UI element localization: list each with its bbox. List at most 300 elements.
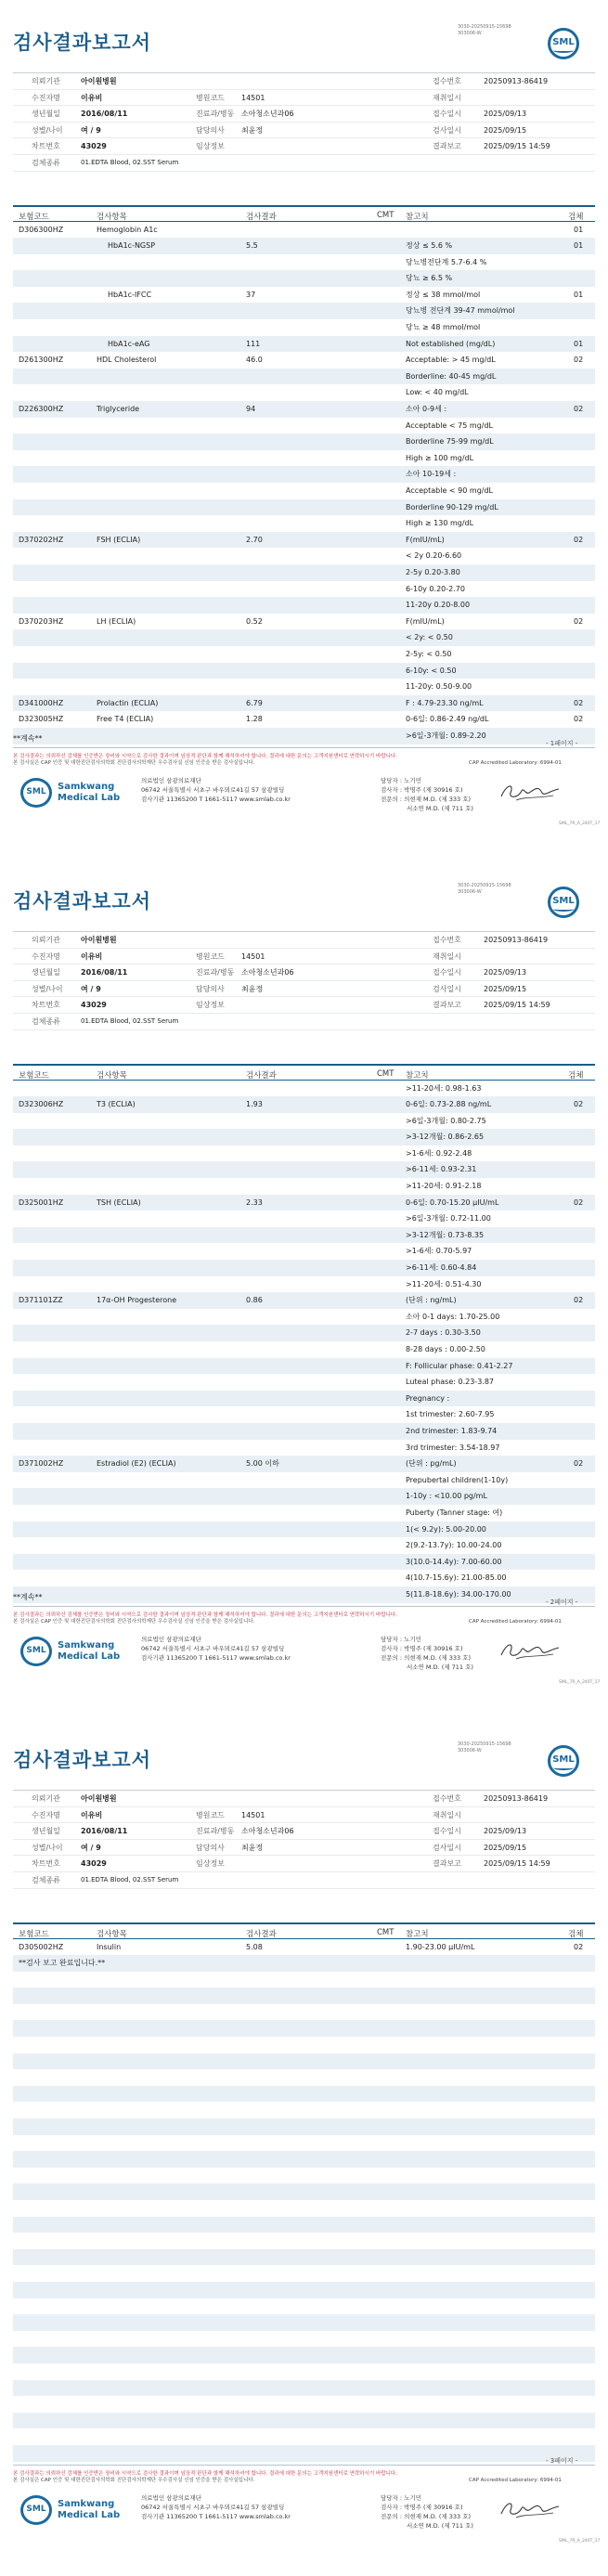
cell-ref: 3(10.0-14.4y): 7.00-60.00 bbox=[406, 1557, 502, 1566]
cell-ref: >6일-3개월: 0.80-2.75 bbox=[406, 1116, 486, 1125]
table-row bbox=[13, 515, 595, 532]
table-row bbox=[13, 466, 595, 483]
value-receipt-no: 20250913-86419 bbox=[484, 1794, 549, 1803]
footer-ref-code: SML_7R_A_240T_17 bbox=[559, 1680, 601, 1685]
patient-info bbox=[13, 72, 595, 172]
sml-logo-icon bbox=[548, 1745, 579, 1777]
cell-result: 37 bbox=[246, 290, 256, 299]
header-item: 검사항목 bbox=[97, 213, 127, 222]
value-dept: 소아청소년과06 bbox=[241, 1827, 294, 1836]
table-row bbox=[13, 1113, 595, 1130]
cell-ref: 1-10y : <10.00 pg/mL bbox=[406, 1492, 487, 1501]
form-code-line-1: 3030-20250915-15698 bbox=[458, 1741, 511, 1747]
disclaimer-dark: 본 검사실은 CAP 인증 및 대한진단검사의학회 진단검사의학재단 우수검사실 신임 인증을 받은 검사실입니다. bbox=[13, 2478, 255, 2483]
table-row bbox=[13, 2380, 595, 2397]
sml-logo-text: SML bbox=[552, 1754, 575, 1765]
table-row bbox=[13, 1358, 595, 1375]
table-row bbox=[13, 2265, 595, 2282]
label-receipt-no: 접수번호 bbox=[433, 936, 461, 944]
table-row bbox=[13, 2168, 595, 2184]
table-row bbox=[13, 1227, 595, 1244]
report-title: 검사결과보고서 bbox=[13, 1749, 152, 1771]
cell-ref: 0-6일: 0.73-2.88 ng/mL bbox=[406, 1100, 492, 1109]
value-patient: 이유비 bbox=[81, 951, 103, 961]
table-row bbox=[13, 1488, 595, 1505]
table-row bbox=[13, 1341, 595, 1358]
info-row bbox=[13, 964, 595, 981]
cell-ref: 소아 0-1 days: 1.70-25.00 bbox=[406, 1312, 500, 1321]
cell-code: D371002HZ bbox=[19, 1459, 64, 1469]
table-header bbox=[13, 1064, 595, 1081]
label-result-date: 결과보고 bbox=[433, 142, 461, 151]
table-row bbox=[13, 2428, 595, 2445]
value-patient: 이유비 bbox=[81, 1810, 103, 1819]
cell-ref: 정상 ≤ 5.6 % bbox=[406, 241, 453, 251]
table-row bbox=[13, 499, 595, 516]
footer-signers: 담당자 : 노기민 검사자 : 박명주 (제 30916 호) 전문의 : 의현재 M.D. (제 333 호) 서소연 M.D. (제 711 호) bbox=[381, 2494, 473, 2530]
table-row bbox=[13, 1537, 595, 1554]
page-number: - 1페이지 - bbox=[546, 740, 578, 747]
table-row bbox=[13, 2363, 595, 2380]
table-row bbox=[13, 1210, 595, 1227]
cell-ref: Acceptable < 90 mg/dL bbox=[406, 486, 494, 495]
cell-ref: 11-20y 0.20-8.00 bbox=[406, 601, 471, 610]
signature-icon bbox=[498, 780, 563, 804]
header-result: 검사결과 bbox=[246, 1071, 277, 1081]
table-row bbox=[13, 2217, 595, 2233]
disclaimer bbox=[13, 754, 449, 767]
form-code-line-1: 3030-20250915-15698 bbox=[458, 883, 511, 888]
cell-code: D325001HZ bbox=[19, 1197, 64, 1207]
value-chart: 43029 bbox=[81, 142, 107, 151]
info-row bbox=[13, 1807, 595, 1824]
value-chart: 43029 bbox=[81, 1001, 107, 1010]
table-row bbox=[13, 1178, 595, 1195]
cell-spec: 02 bbox=[574, 1942, 584, 1951]
cell-ref: 당뇨 ≥ 48 mmol/mol bbox=[406, 323, 481, 332]
label-patient: 수진자명 bbox=[32, 1810, 60, 1819]
cell-spec: 02 bbox=[574, 698, 584, 707]
table-row bbox=[13, 384, 595, 401]
table-row bbox=[13, 1586, 595, 1603]
value-result-date: 2025/09/15 14:59 bbox=[484, 1859, 550, 1869]
table-row bbox=[13, 646, 595, 663]
table-body bbox=[13, 222, 595, 744]
cell-ref: 정상 ≤ 38 mmol/mol bbox=[406, 290, 481, 299]
page-number: - 3페이지 - bbox=[546, 2457, 578, 2465]
cell-ref: 8-28 days : 0.00-2.50 bbox=[406, 1345, 485, 1353]
table-row bbox=[13, 319, 595, 336]
cell-ref: 11-20y: 0.50-9.00 bbox=[406, 682, 472, 692]
header-cmt: CMT bbox=[377, 211, 395, 220]
table-row bbox=[13, 1554, 595, 1571]
value-sexage: 여 / 9 bbox=[81, 125, 101, 135]
table-row bbox=[13, 2445, 595, 2462]
table-row bbox=[13, 352, 595, 369]
cell-ref: Borderline 90-129 mg/dL bbox=[406, 502, 498, 511]
value-specimen: 01.EDTA Blood, 02.SST Serum bbox=[81, 1875, 179, 1883]
info-row bbox=[13, 981, 595, 998]
header-item: 검사항목 bbox=[97, 1930, 127, 1939]
cell-result: 5.5 bbox=[246, 241, 258, 251]
cell-ref: 당뇨병 전단계 39-47 mmol/mol bbox=[406, 306, 515, 316]
label-specimen: 검체종류 bbox=[32, 1016, 60, 1026]
value-specimen: 01.EDTA Blood, 02.SST Serum bbox=[81, 1016, 179, 1025]
signature-icon bbox=[498, 1638, 563, 1663]
disclaimer bbox=[13, 2471, 449, 2484]
cell-code: D370202HZ bbox=[19, 535, 64, 544]
cell-ref: Puberty (Tanner stage: 여) bbox=[406, 1508, 503, 1517]
cell-result: 0.86 bbox=[246, 1296, 263, 1305]
table-row bbox=[13, 1325, 595, 1341]
table-row bbox=[13, 1374, 595, 1391]
cell-spec: 01 bbox=[574, 290, 584, 299]
value-sexage: 여 / 9 bbox=[81, 1843, 101, 1852]
cell-spec: 01 bbox=[574, 339, 584, 348]
cell-ref: Acceptable: > 45 mg/dL bbox=[406, 356, 496, 365]
cell-ref: >1-6세: 0.70-5.97 bbox=[406, 1247, 472, 1256]
value-hospital: 아이원병원 bbox=[81, 936, 117, 944]
table-row bbox=[13, 1505, 595, 1521]
label-recollect: 재취일시 bbox=[433, 1810, 461, 1819]
info-row bbox=[13, 949, 595, 965]
header-spec: 검체 bbox=[568, 1071, 584, 1081]
label-test-date: 검사일시 bbox=[433, 125, 461, 135]
cell-ref: High ≥ 100 mg/dL bbox=[406, 453, 474, 462]
label-sexage: 성별/나이 bbox=[32, 984, 63, 993]
cell-code: D323005HZ bbox=[19, 715, 64, 724]
cap-accreditation: CAP Accredited Laboratory: 6994-01 bbox=[469, 1619, 562, 1625]
value-dept: 소아청소년과06 bbox=[241, 110, 294, 119]
cell-ref: Borderline: 40-45 mg/dL bbox=[406, 371, 497, 381]
cell-code: D261300HZ bbox=[19, 356, 64, 365]
cell-item: Estradiol (E2) (ECLIA) bbox=[97, 1459, 176, 1469]
value-doctor: 최윤정 bbox=[241, 125, 264, 135]
cell-spec: 02 bbox=[574, 356, 584, 365]
sml-logo-text: SML bbox=[552, 37, 575, 47]
table-row bbox=[13, 679, 595, 695]
cell-spec: 02 bbox=[574, 1100, 584, 1109]
cell-ref: >1-6세: 0.92-2.48 bbox=[406, 1148, 472, 1158]
table-row bbox=[13, 711, 595, 728]
value-test-date: 2025/09/15 bbox=[484, 125, 527, 135]
info-row bbox=[13, 1840, 595, 1857]
form-code bbox=[458, 24, 511, 37]
table-row bbox=[13, 418, 595, 434]
label-clinical: 임상정보 bbox=[196, 142, 225, 151]
table-row bbox=[13, 2396, 595, 2413]
table-row bbox=[13, 254, 595, 271]
cell-item: Prolactin (ECLIA) bbox=[97, 698, 159, 707]
table-row bbox=[13, 2102, 595, 2118]
label-receipt-no: 접수번호 bbox=[433, 77, 461, 85]
info-row bbox=[13, 123, 595, 139]
table-row bbox=[13, 1972, 595, 1988]
cell-ref: >6일-3개월: 0.72-11.00 bbox=[406, 1214, 491, 1223]
label-specimen: 검체종류 bbox=[32, 158, 60, 167]
cell-ref: 당뇨 ≥ 6.5 % bbox=[406, 274, 453, 283]
cell-item: HbA1c-eAG bbox=[108, 339, 150, 348]
table-row bbox=[13, 548, 595, 564]
disclaimer bbox=[13, 1612, 449, 1625]
info-row bbox=[13, 1791, 595, 1807]
label-chart: 차트번호 bbox=[32, 1001, 60, 1010]
footer-lab-name: Samkwang Medical Lab bbox=[58, 2499, 121, 2520]
label-birth: 생년월일 bbox=[32, 968, 60, 977]
label-hospital: 의뢰기관 bbox=[32, 936, 60, 944]
cell-spec: 02 bbox=[574, 715, 584, 724]
label-doctor: 담당의사 bbox=[196, 125, 225, 135]
label-sexage: 성별/나이 bbox=[32, 1843, 63, 1852]
page-number: - 2페이지 - bbox=[546, 1599, 578, 1606]
label-dept: 진료과/병동 bbox=[196, 110, 235, 119]
header-result: 검사결과 bbox=[246, 213, 277, 222]
footer-address: 의료법인 삼광의료재단 06742 서울특별시 서초구 바우뫼로41길 57 삼광빌딩 검사기관 11365200 T 1661-5117 www.smlab.co.kr bbox=[141, 777, 291, 803]
disclaimer-red: 본 검사결과는 의뢰하신 검체를 인증받은 장비와 시약으로 검사한 결과이며 임상적 판단과 함께 해석하셔야 합니다. 결과에 대한 문의는 고객지원센터로 연락하시기 바랍니다. bbox=[13, 754, 397, 759]
cell-ref: >3-12개월: 0.86-2.65 bbox=[406, 1133, 485, 1142]
cell-item: HDL Cholesterol bbox=[97, 356, 157, 365]
cell-item: TSH (ECLIA) bbox=[97, 1197, 141, 1207]
results-table bbox=[13, 1064, 595, 1603]
cell-ref: 4(10.7-15.6y): 21.00-85.00 bbox=[406, 1573, 507, 1583]
cell-item: Hemoglobin A1c bbox=[97, 225, 158, 234]
cell-ref: >6-11세: 0.60-4.84 bbox=[406, 1263, 477, 1273]
table-row bbox=[13, 369, 595, 385]
cell-item: **검사 보고 완료입니다.** bbox=[19, 1959, 106, 1968]
label-specimen: 검체종류 bbox=[32, 1875, 60, 1884]
table-row bbox=[13, 581, 595, 598]
cell-ref: >6-11세: 0.93-2.31 bbox=[406, 1165, 477, 1174]
label-birth: 생년월일 bbox=[32, 1827, 60, 1836]
table-row bbox=[13, 1129, 595, 1146]
table-row bbox=[13, 2020, 595, 2037]
value-patient: 이유비 bbox=[81, 93, 103, 102]
table-row bbox=[13, 2347, 595, 2363]
cell-ref: Prepubertal children(1-10y) bbox=[406, 1475, 509, 1484]
signature-icon bbox=[498, 2497, 563, 2521]
cell-ref: Low: < 40 mg/dL bbox=[406, 388, 469, 397]
cell-result: 6.79 bbox=[246, 698, 263, 707]
cell-ref: High ≥ 130 mg/dL bbox=[406, 519, 474, 528]
cell-ref: 1st trimester: 2.60-7.95 bbox=[406, 1410, 495, 1419]
table-body bbox=[13, 1939, 595, 2462]
continue-note: **계속** bbox=[13, 734, 43, 743]
cell-ref: F : 4.79-23.30 ng/mL bbox=[406, 698, 484, 707]
value-dept: 소아청소년과06 bbox=[241, 968, 294, 977]
table-row bbox=[13, 1987, 595, 2004]
table-row bbox=[13, 2314, 595, 2331]
table-row bbox=[13, 728, 595, 744]
value-specimen: 01.EDTA Blood, 02.SST Serum bbox=[81, 158, 179, 166]
table-row bbox=[13, 2233, 595, 2249]
table-row bbox=[13, 2053, 595, 2070]
footer-divider bbox=[13, 747, 595, 748]
label-sexage: 성별/나이 bbox=[32, 125, 63, 135]
table-row bbox=[13, 1423, 595, 1440]
cell-ref: >11-20세: 0.91-2.18 bbox=[406, 1182, 482, 1191]
table-row bbox=[13, 1260, 595, 1276]
cell-ref: 2-5y 0.20-3.80 bbox=[406, 567, 460, 576]
table-row bbox=[13, 483, 595, 499]
info-row bbox=[13, 1856, 595, 1872]
label-clinical: 임상정보 bbox=[196, 1001, 225, 1010]
cell-result: 46.0 bbox=[246, 356, 263, 365]
cell-item: HbA1c-IFCC bbox=[108, 290, 152, 299]
label-patient: 수진자명 bbox=[32, 951, 60, 961]
report-title: 검사결과보고서 bbox=[13, 32, 152, 54]
value-hospital-code: 14501 bbox=[241, 951, 265, 961]
info-row bbox=[13, 1014, 595, 1030]
cell-item: Free T4 (ECLIA) bbox=[97, 715, 154, 724]
label-result-date: 결과보고 bbox=[433, 1859, 461, 1869]
report-page bbox=[0, 0, 608, 859]
continue-note: **계속** bbox=[13, 1593, 43, 1601]
footer-logo-icon: SML bbox=[20, 2495, 52, 2525]
results-table bbox=[13, 1922, 595, 2462]
info-row bbox=[13, 1823, 595, 1840]
cell-ref: 1(< 9.2y): 5.00-20.00 bbox=[406, 1524, 486, 1534]
info-row bbox=[13, 138, 595, 155]
table-row bbox=[13, 450, 595, 467]
footer-logo-icon: SML bbox=[20, 1637, 52, 1666]
label-patient: 수진자명 bbox=[32, 93, 60, 102]
table-row bbox=[13, 1195, 595, 1211]
cell-result: 1.28 bbox=[246, 715, 263, 724]
cell-ref: Acceptable < 75 mg/dL bbox=[406, 421, 494, 430]
cell-ref: 6-10y: < 0.50 bbox=[406, 666, 457, 675]
disclaimer-red: 본 검사결과는 의뢰하신 검체를 인증받은 장비와 시약으로 검사한 결과이며 임상적 판단과 함께 해석하셔야 합니다. 결과에 대한 문의는 고객지원센터로 연락하시기 바랍니다. bbox=[13, 1612, 397, 1618]
value-chart: 43029 bbox=[81, 1859, 107, 1869]
cell-ref: 2nd trimester: 1.83-9.74 bbox=[406, 1426, 498, 1435]
label-receipt-date: 접수일시 bbox=[433, 1827, 461, 1836]
value-hospital: 아이원병원 bbox=[81, 1794, 117, 1803]
value-doctor: 최윤정 bbox=[241, 1843, 264, 1852]
footer-address: 의료법인 삼광의료재단 06742 서울특별시 서초구 바우뫼로41길 57 삼광빌딩 검사기관 11365200 T 1661-5117 www.smlab.co.kr bbox=[141, 1636, 291, 1662]
cell-result: 5.08 bbox=[246, 1942, 263, 1951]
table-row bbox=[13, 597, 595, 614]
disclaimer-red: 본 검사결과는 의뢰하신 검체를 인증받은 장비와 시약으로 검사한 결과이며 임상적 판단과 함께 해석하셔야 합니다. 결과에 대한 문의는 고객지원센터로 연락하시기 바랍니다. bbox=[13, 2471, 397, 2477]
info-row bbox=[13, 997, 595, 1014]
table-row bbox=[13, 614, 595, 630]
footer-divider bbox=[13, 2465, 595, 2466]
label-doctor: 담당의사 bbox=[196, 984, 225, 993]
header-item: 검사항목 bbox=[97, 1071, 127, 1081]
sml-logo-icon bbox=[548, 887, 579, 918]
info-row bbox=[13, 73, 595, 90]
table-row bbox=[13, 401, 595, 418]
label-dept: 진료과/병동 bbox=[196, 1827, 235, 1836]
value-birth: 2016/08/11 bbox=[81, 968, 128, 977]
label-hospital: 의뢰기관 bbox=[32, 1794, 60, 1803]
cell-ref: >11-20세: 0.98-1.63 bbox=[406, 1083, 482, 1093]
value-hospital: 아이원병원 bbox=[81, 77, 117, 85]
label-doctor: 담당의사 bbox=[196, 1843, 225, 1852]
table-row bbox=[13, 2183, 595, 2200]
cell-ref: F: Follicular phase: 0.41-2.27 bbox=[406, 1361, 513, 1370]
cell-item: HbA1c-NGSP bbox=[108, 241, 156, 251]
cell-code: D305002HZ bbox=[19, 1942, 64, 1951]
cell-result: 5.00 이하 bbox=[246, 1459, 279, 1469]
cell-result: 111 bbox=[246, 339, 261, 348]
label-chart: 차트번호 bbox=[32, 142, 60, 151]
value-receipt-date: 2025/09/13 bbox=[484, 1827, 527, 1836]
table-row bbox=[13, 2086, 595, 2103]
table-row bbox=[13, 2282, 595, 2298]
cell-ref: 3rd trimester: 3.54-18.97 bbox=[406, 1443, 500, 1452]
cell-item: Triglyceride bbox=[97, 405, 140, 414]
table-row bbox=[13, 2069, 595, 2086]
table-row bbox=[13, 1081, 595, 1097]
header-code: 보험코드 bbox=[19, 1071, 49, 1081]
label-chart: 차트번호 bbox=[32, 1859, 60, 1869]
info-row bbox=[13, 932, 595, 949]
value-birth: 2016/08/11 bbox=[81, 110, 128, 119]
form-code bbox=[458, 883, 511, 896]
value-test-date: 2025/09/15 bbox=[484, 984, 527, 993]
cell-item: T3 (ECLIA) bbox=[97, 1100, 136, 1109]
footer-divider bbox=[13, 1606, 595, 1607]
label-test-date: 검사일시 bbox=[433, 1843, 461, 1852]
table-row bbox=[13, 1456, 595, 1472]
form-code-line-2: 303006-W bbox=[458, 889, 482, 895]
table-row bbox=[13, 1472, 595, 1489]
value-sexage: 여 / 9 bbox=[81, 984, 101, 993]
label-hospital-code: 병원코드 bbox=[196, 93, 225, 102]
table-row bbox=[13, 1276, 595, 1293]
table-row bbox=[13, 1243, 595, 1260]
report-page bbox=[0, 859, 608, 1717]
value-hospital-code: 14501 bbox=[241, 93, 265, 102]
cell-code: D370203HZ bbox=[19, 616, 64, 626]
form-code bbox=[458, 1741, 511, 1754]
value-receipt-date: 2025/09/13 bbox=[484, 968, 527, 977]
info-row bbox=[13, 90, 595, 107]
cell-code: D341000HZ bbox=[19, 698, 64, 707]
report-title: 검사결과보고서 bbox=[13, 890, 152, 913]
cell-ref: F(mIU/mL) bbox=[406, 535, 445, 544]
footer-address: 의료법인 삼광의료재단 06742 서울특별시 서초구 바우뫼로41길 57 삼광빌딩 검사기관 11365200 T 1661-5117 www.smlab.co.kr bbox=[141, 2494, 291, 2520]
cell-ref: Luteal phase: 0.23-3.87 bbox=[406, 1378, 495, 1387]
cell-ref: 1.90-23.00 μIU/mL bbox=[406, 1942, 475, 1951]
table-row bbox=[13, 1521, 595, 1538]
value-receipt-no: 20250913-86419 bbox=[484, 936, 549, 944]
results-table bbox=[13, 205, 595, 744]
table-header bbox=[13, 205, 595, 222]
cell-ref: Pregnancy : bbox=[406, 1393, 450, 1403]
cell-code: D306300HZ bbox=[19, 225, 64, 234]
table-row bbox=[13, 1391, 595, 1407]
table-row bbox=[13, 2004, 595, 2021]
label-recollect: 재취일시 bbox=[433, 951, 461, 961]
footer-lab-name: Samkwang Medical Lab bbox=[58, 1640, 121, 1662]
footer-ref-code: SML_7R_A_240T_17 bbox=[559, 2539, 601, 2544]
cap-accreditation: CAP Accredited Laboratory: 6994-01 bbox=[469, 2478, 562, 2483]
disclaimer-dark: 본 검사실은 CAP 인증 및 대한진단검사의학회 진단검사의학재단 우수검사실 신임 인증을 받은 검사실입니다. bbox=[13, 1619, 255, 1625]
header-ref: 참고치 bbox=[406, 1071, 429, 1081]
label-hospital-code: 병원코드 bbox=[196, 951, 225, 961]
cell-code: D226300HZ bbox=[19, 405, 64, 414]
cell-spec: 02 bbox=[574, 535, 584, 544]
header-code: 보험코드 bbox=[19, 213, 49, 222]
label-receipt-date: 접수일시 bbox=[433, 110, 461, 119]
info-row bbox=[13, 155, 595, 172]
cell-ref: 소아 10-19세 : bbox=[406, 470, 457, 479]
table-row bbox=[13, 695, 595, 712]
cell-ref: 2-7 days : 0.30-3.50 bbox=[406, 1328, 481, 1338]
value-result-date: 2025/09/15 14:59 bbox=[484, 1001, 550, 1010]
cell-spec: 01 bbox=[574, 241, 584, 251]
cell-ref: (단위 : ng/mL) bbox=[406, 1296, 457, 1305]
